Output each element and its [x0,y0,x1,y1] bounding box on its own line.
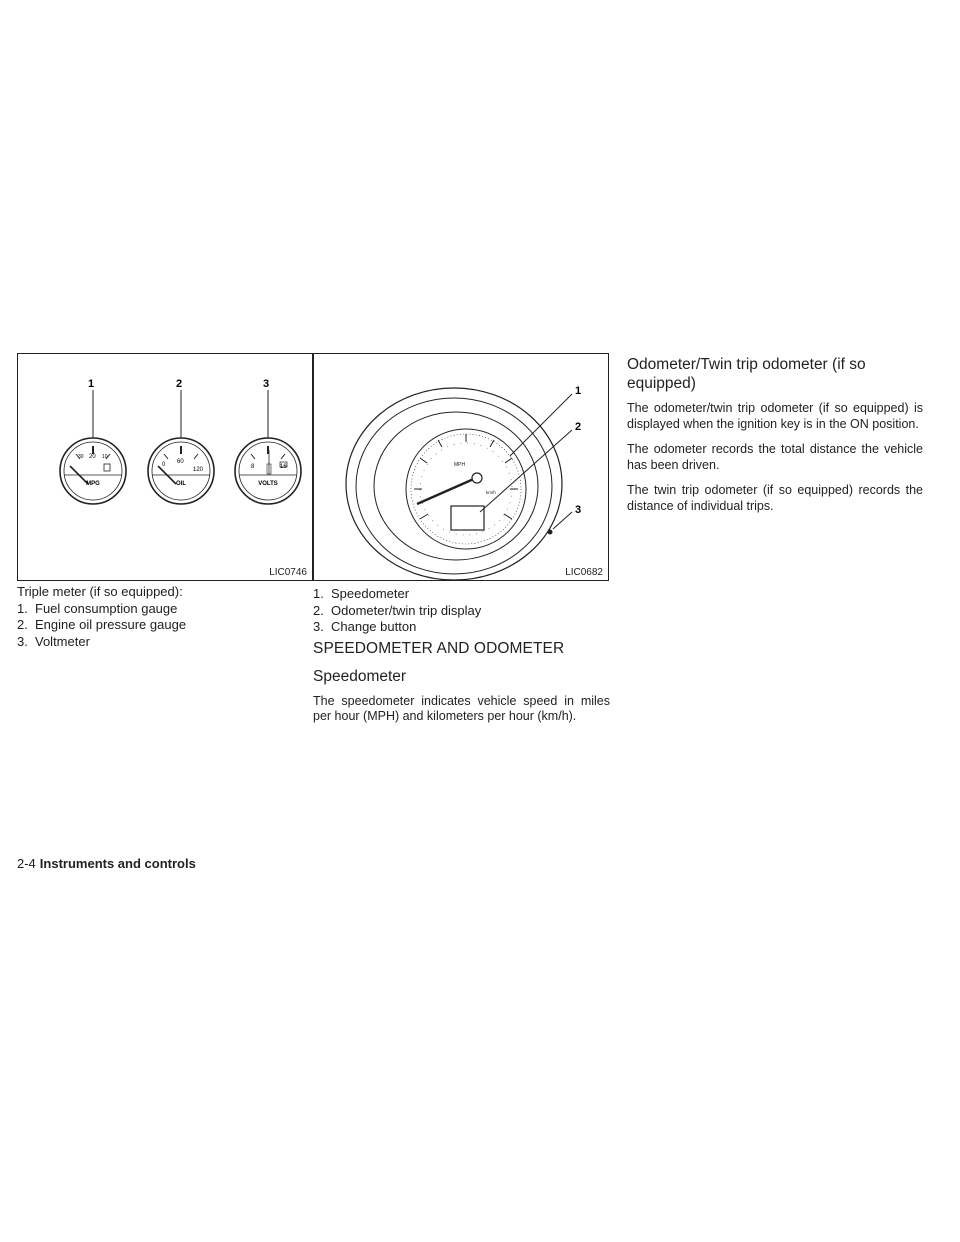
caption-item-number: 3. [313,619,324,634]
caption-item-text: Odometer/twin trip display [331,602,482,618]
caption-item-number: 3. [17,633,28,649]
callout-1: 1 [88,378,95,390]
left-column [17,353,313,650]
callout-3: 3 [263,378,270,390]
speedometer-caption [313,586,610,636]
oil-scale-0: 0 [162,462,166,468]
figure-code: LIC0746 [269,567,307,578]
triple-meter-illustration [18,354,312,580]
caption-title: Triple meter (if so equipped): [17,584,183,599]
callout-1: 1 [575,385,582,397]
caption-item-text: Speedometer [331,586,410,601]
speedometer-paragraph: The speedometer indicates vehicle speed in miles per hour (MPH) and kilometers per hour (km/h). [313,693,610,723]
right-column [627,355,923,524]
odometer-paragraph: The twin trip odometer (if so equipped) records the distance of individual trips. [627,483,923,513]
caption-item [17,634,313,651]
caption-item-number: 1. [17,600,28,616]
chapter-title: Instruments and controls [39,856,196,871]
page-number: 2-4 [17,856,36,871]
mpg-scale-20: 20 [89,454,96,460]
caption-item [313,586,610,603]
caption-item-text: Fuel consumption gauge [35,600,178,616]
speedometer-illustration [314,354,608,580]
fuel-consumption-gauge [60,438,126,504]
speedometer-unit-mph: MPH [454,462,466,468]
section-title: SPEEDOMETER AND ODOMETER [313,639,565,657]
middle-column [313,353,610,735]
caption-item-text: Engine oil pressure gauge [35,617,187,632]
oil-scale-120: 120 [193,467,204,473]
caption-item-number: 1. [313,586,324,601]
volts-scale-8: 8 [251,464,255,470]
volts-scale-16: 16 [280,464,287,470]
speedometer-unit-kmh: km/h [486,490,496,495]
odometer-paragraph: The odometer records the total distance the vehicle has been driven. [627,442,923,472]
subsection-title: Speedometer [313,667,407,685]
mpg-scale-30: 30 [78,454,84,460]
callout-3: 3 [575,504,582,516]
callout-2: 2 [176,378,183,390]
caption-item [17,601,313,618]
triple-meter-figure [17,353,313,581]
caption-item [17,617,313,634]
caption-item-number: 2. [313,602,324,618]
oil-pressure-gauge [148,438,214,504]
speedometer-figure [313,353,609,581]
callout-2: 2 [575,421,582,433]
caption-item-text: Change button [331,619,417,634]
odometer-display-window [451,506,484,530]
caption-item-number: 2. [17,617,28,632]
change-button [548,530,553,535]
mpg-scale-10: 10 [102,454,108,460]
odometer-paragraph: The odometer/twin trip odometer (if so equipped) is displayed when the ignition key is in the ON position. [627,401,923,431]
volts-label: VOLTS [258,481,278,487]
triple-meter-caption [17,584,313,650]
mpg-label: MPG [86,481,100,487]
odometer-title: Odometer/Twin trip odometer (if so equipped) [627,356,866,392]
caption-item [313,603,610,620]
page-footer [17,856,196,871]
voltmeter-gauge [235,438,301,504]
figure-code: LIC0682 [565,567,603,578]
caption-item-text: Voltmeter [35,633,90,649]
oil-label: OIL [176,481,186,487]
oil-scale-60: 60 [177,459,184,465]
caption-item [313,619,610,636]
